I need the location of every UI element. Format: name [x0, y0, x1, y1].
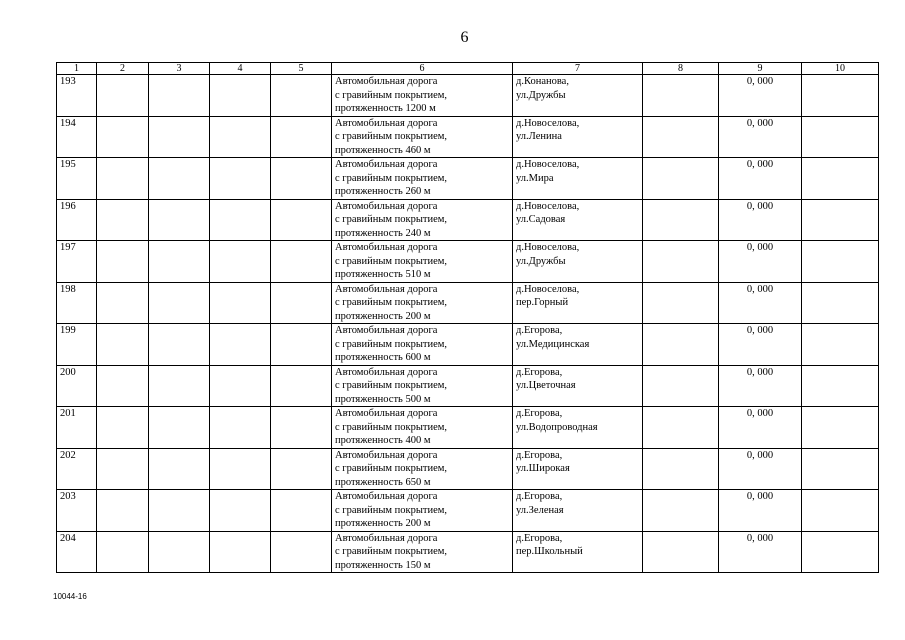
property-name: Автомобильная дорога с гравийным покрытием, протяженность 260 м — [332, 158, 513, 200]
property-value: 0, 000 — [719, 282, 802, 324]
empty-cell — [97, 324, 149, 366]
empty-cell — [643, 407, 719, 449]
empty-cell — [149, 75, 210, 117]
empty-cell — [643, 241, 719, 283]
property-address: д.Егорова, ул.Водопроводная — [513, 407, 643, 449]
property-address: д.Конанова, ул.Дружбы — [513, 75, 643, 117]
column-header: 6 — [332, 63, 513, 75]
empty-cell — [271, 324, 332, 366]
property-address: д.Новоселова, ул.Ленина — [513, 116, 643, 158]
property-register-table — [56, 62, 879, 573]
empty-cell — [802, 324, 879, 366]
property-value: 0, 000 — [719, 116, 802, 158]
column-header: 8 — [643, 63, 719, 75]
property-address: д.Егорова, ул.Цветочная — [513, 365, 643, 407]
empty-cell — [271, 490, 332, 532]
empty-cell — [802, 365, 879, 407]
empty-cell — [97, 282, 149, 324]
empty-cell — [802, 407, 879, 449]
empty-cell — [149, 407, 210, 449]
table-row — [57, 490, 879, 532]
empty-cell — [802, 531, 879, 573]
column-header: 5 — [271, 63, 332, 75]
empty-cell — [643, 75, 719, 117]
property-address: д.Егорова, пер.Школьный — [513, 531, 643, 573]
empty-cell — [210, 448, 271, 490]
empty-cell — [271, 531, 332, 573]
property-value: 0, 000 — [719, 531, 802, 573]
empty-cell — [802, 241, 879, 283]
empty-cell — [210, 324, 271, 366]
document-code: 10044-16 — [53, 592, 87, 601]
empty-cell — [802, 75, 879, 117]
empty-cell — [149, 324, 210, 366]
table-header-row — [57, 63, 879, 75]
property-address: д.Егорова, ул.Медицинская — [513, 324, 643, 366]
empty-cell — [149, 531, 210, 573]
empty-cell — [643, 365, 719, 407]
empty-cell — [643, 490, 719, 532]
empty-cell — [802, 448, 879, 490]
table-row — [57, 407, 879, 449]
row-number: 198 — [57, 282, 97, 324]
column-header: 3 — [149, 63, 210, 75]
property-name: Автомобильная дорога с гравийным покрытием, протяженность 510 м — [332, 241, 513, 283]
property-name: Автомобильная дорога с гравийным покрытием, протяженность 600 м — [332, 324, 513, 366]
empty-cell — [643, 531, 719, 573]
empty-cell — [643, 282, 719, 324]
empty-cell — [97, 116, 149, 158]
empty-cell — [97, 531, 149, 573]
empty-cell — [271, 448, 332, 490]
property-address: д.Егорова, ул.Зеленая — [513, 490, 643, 532]
table-row — [57, 158, 879, 200]
property-value: 0, 000 — [719, 407, 802, 449]
row-number: 195 — [57, 158, 97, 200]
empty-cell — [271, 158, 332, 200]
empty-cell — [97, 158, 149, 200]
property-value: 0, 000 — [719, 199, 802, 241]
page-number: 6 — [460, 29, 469, 46]
empty-cell — [149, 490, 210, 532]
row-number: 197 — [57, 241, 97, 283]
empty-cell — [210, 282, 271, 324]
property-name: Автомобильная дорога с гравийным покрытием, протяженность 1200 м — [332, 75, 513, 117]
table-row — [57, 324, 879, 366]
empty-cell — [97, 407, 149, 449]
empty-cell — [271, 75, 332, 117]
empty-cell — [802, 282, 879, 324]
column-header: 10 — [802, 63, 879, 75]
property-name: Автомобильная дорога с гравийным покрытием, протяженность 500 м — [332, 365, 513, 407]
row-number: 202 — [57, 448, 97, 490]
empty-cell — [149, 158, 210, 200]
row-number: 200 — [57, 365, 97, 407]
empty-cell — [97, 365, 149, 407]
property-name: Автомобильная дорога с гравийным покрытием, протяженность 650 м — [332, 448, 513, 490]
empty-cell — [149, 199, 210, 241]
table-row — [57, 199, 879, 241]
empty-cell — [149, 282, 210, 324]
property-name: Автомобильная дорога с гравийным покрытием, протяженность 200 м — [332, 282, 513, 324]
empty-cell — [210, 241, 271, 283]
property-name: Автомобильная дорога с гравийным покрытием, протяженность 400 м — [332, 407, 513, 449]
empty-cell — [643, 448, 719, 490]
empty-cell — [149, 448, 210, 490]
empty-cell — [271, 116, 332, 158]
property-address: д.Новоселова, пер.Горный — [513, 282, 643, 324]
empty-cell — [802, 199, 879, 241]
empty-cell — [97, 199, 149, 241]
empty-cell — [643, 199, 719, 241]
row-number: 196 — [57, 199, 97, 241]
property-value: 0, 000 — [719, 75, 802, 117]
property-value: 0, 000 — [719, 241, 802, 283]
property-address: д.Егорова, ул.Широкая — [513, 448, 643, 490]
empty-cell — [271, 241, 332, 283]
empty-cell — [643, 324, 719, 366]
empty-cell — [210, 158, 271, 200]
empty-cell — [210, 75, 271, 117]
property-address: д.Новоселова, ул.Дружбы — [513, 241, 643, 283]
empty-cell — [149, 365, 210, 407]
empty-cell — [802, 116, 879, 158]
empty-cell — [97, 490, 149, 532]
empty-cell — [97, 448, 149, 490]
row-number: 194 — [57, 116, 97, 158]
table-row — [57, 365, 879, 407]
empty-cell — [643, 116, 719, 158]
empty-cell — [97, 241, 149, 283]
empty-cell — [271, 199, 332, 241]
empty-cell — [210, 407, 271, 449]
property-name: Автомобильная дорога с гравийным покрытием, протяженность 240 м — [332, 199, 513, 241]
empty-cell — [271, 365, 332, 407]
empty-cell — [97, 75, 149, 117]
row-number: 199 — [57, 324, 97, 366]
property-name: Автомобильная дорога с гравийным покрытием, протяженность 200 м — [332, 490, 513, 532]
table-row — [57, 116, 879, 158]
empty-cell — [802, 158, 879, 200]
property-value: 0, 000 — [719, 365, 802, 407]
property-value: 0, 000 — [719, 448, 802, 490]
table-row — [57, 75, 879, 117]
empty-cell — [149, 116, 210, 158]
table-row — [57, 448, 879, 490]
property-address: д.Новоселова, ул.Мира — [513, 158, 643, 200]
empty-cell — [271, 407, 332, 449]
row-number: 193 — [57, 75, 97, 117]
empty-cell — [210, 365, 271, 407]
row-number: 204 — [57, 531, 97, 573]
property-name: Автомобильная дорога с гравийным покрытием, протяженность 150 м — [332, 531, 513, 573]
empty-cell — [210, 116, 271, 158]
empty-cell — [643, 158, 719, 200]
empty-cell — [210, 199, 271, 241]
column-header: 2 — [97, 63, 149, 75]
table-row — [57, 531, 879, 573]
table-row — [57, 282, 879, 324]
column-header: 9 — [719, 63, 802, 75]
column-header: 1 — [57, 63, 97, 75]
empty-cell — [149, 241, 210, 283]
column-header: 7 — [513, 63, 643, 75]
column-header: 4 — [210, 63, 271, 75]
property-value: 0, 000 — [719, 324, 802, 366]
property-name: Автомобильная дорога с гравийным покрытием, протяженность 460 м — [332, 116, 513, 158]
property-value: 0, 000 — [719, 490, 802, 532]
empty-cell — [271, 282, 332, 324]
table-row — [57, 241, 879, 283]
empty-cell — [210, 531, 271, 573]
row-number: 203 — [57, 490, 97, 532]
empty-cell — [802, 490, 879, 532]
property-value: 0, 000 — [719, 158, 802, 200]
property-address: д.Новоселова, ул.Садовая — [513, 199, 643, 241]
empty-cell — [210, 490, 271, 532]
row-number: 201 — [57, 407, 97, 449]
